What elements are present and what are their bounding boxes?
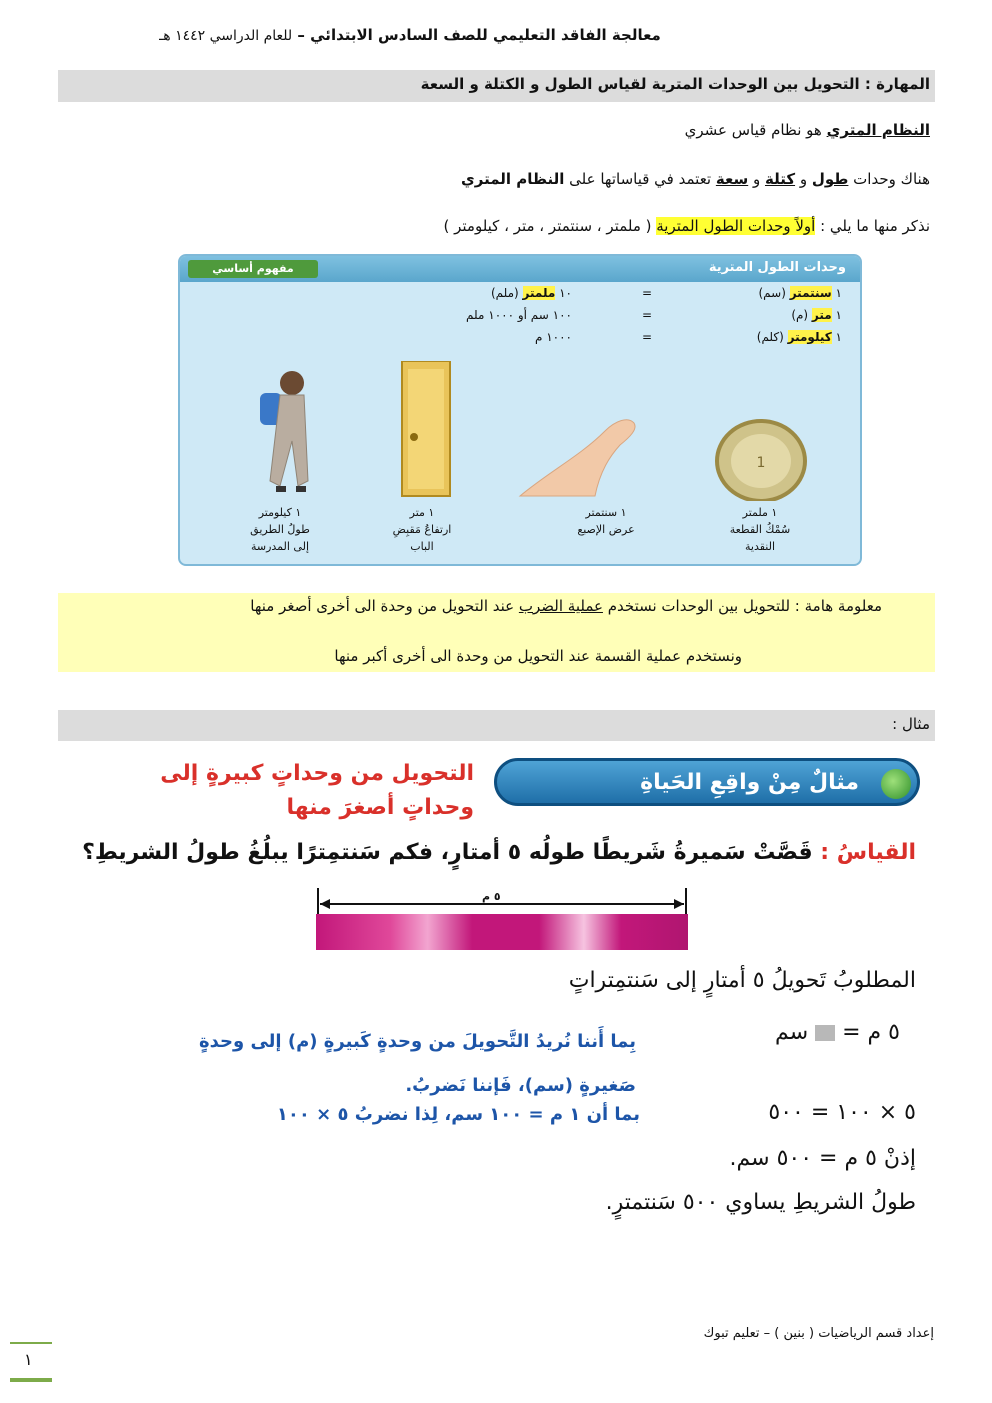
step-2-equation: ٥ × ١٠٠ = ٥٠٠ [768, 1100, 916, 1125]
row-one: ١ [831, 330, 842, 344]
card-row-cm [491, 286, 842, 300]
note-b: عند التحويل من وحدة الى أخرى أصغر منها [250, 597, 519, 615]
row-val-abbr: (ملم) [490, 286, 523, 300]
header-year: للعام الدراسي ١٤٤٢ هـ [159, 28, 293, 44]
example-label: مثال : [892, 715, 930, 733]
length-term: طول [811, 170, 849, 188]
row-eq: = [641, 330, 653, 344]
row-one: ١ [831, 286, 842, 300]
step-1-explanation: بِما أَننا نُريدُ التَّحويلَ من وحدةٍ كَبيرةٍ (م) إلى وحدةٍ صَغيرةٍ (سم)، فَإننا نَضربُ. [199, 1031, 636, 1096]
header-title: معالجة الفاقد التعليمي للصف السادس الابتدائي – [292, 26, 661, 44]
note-line-2: ونستخدم عملية القسمة عند التحويل من وحدة الى أخرى أكبر منها [334, 647, 742, 665]
page-header [60, 26, 760, 44]
card-row-m [466, 308, 842, 322]
row-val-unit: ملمتر [522, 286, 556, 300]
banner-text: مثالٌ مِنْ واقِعِ الحَياةِ [640, 770, 859, 795]
example-bar [58, 710, 935, 741]
problem-statement [82, 840, 916, 865]
step-3-result: إذنْ ٥ م = ٥٠٠ سم. [729, 1146, 916, 1171]
step-2-explanation: بما أن ١ م = ١٠٠ سم، لِذا نضربُ ٥ × ١٠٠ [276, 1104, 640, 1125]
footer-text: إعداد قسم الرياضيات ( بنين ) – تعليم تبوك [703, 1326, 934, 1341]
problem-label: القياسُ : [812, 840, 916, 865]
skill-title: المهارة : التحويل بين الوحدات المترية لقياس الطول و الكتلة و السعة [420, 75, 930, 93]
units-line-b: تعتمد في قياساتها على [564, 170, 716, 188]
door-icon [390, 361, 460, 501]
metric-def: هو نظام قياس عشري [684, 121, 827, 139]
caption-line: ١ سنتمتر [585, 506, 627, 519]
globe-icon [881, 769, 911, 799]
step-1-equation [775, 1020, 900, 1045]
student-icon [240, 361, 330, 511]
ribbon-figure [316, 886, 688, 950]
row-one: ١ [831, 308, 842, 322]
ribbon [316, 914, 688, 950]
caption-line: طولُ الطريق [250, 523, 310, 536]
conversion-title-2: وحداتٍ أصغرَ منها [286, 795, 474, 820]
capacity-term: سعة [715, 170, 749, 188]
metric-definition [685, 121, 930, 139]
example-banner [494, 758, 920, 806]
row-unit: سنتمتر [789, 286, 832, 300]
units-line-a: هناك وحدات [848, 170, 930, 188]
row-val: ١٠ [555, 286, 572, 300]
card-row-km [535, 330, 842, 344]
caption-km [220, 504, 340, 555]
caption-line: ١ كيلومتر [258, 506, 302, 519]
length-units-highlight: أولاً وحدات الطول المترية [656, 217, 816, 235]
row-eq: = [641, 286, 653, 300]
measure-arrow-icon [316, 886, 688, 916]
units-line [461, 170, 930, 188]
caption-line: سُمْكُ القطعة [729, 523, 791, 536]
conversion-title [54, 757, 474, 825]
caption-mm [700, 504, 820, 555]
page-rule-bottom [10, 1378, 52, 1382]
row-abbr: (سم) [758, 286, 790, 300]
svg-text:1: 1 [756, 455, 766, 471]
finger-icon [510, 361, 660, 501]
caption-line: ١ متر [409, 506, 435, 519]
length-units-card [178, 254, 862, 566]
card-badge: مفهوم أساسي [188, 260, 318, 278]
blank-box [815, 1025, 835, 1041]
note-multiply: عملية الضرب [518, 597, 603, 615]
caption-line: النقدية [744, 540, 776, 553]
caption-line: الباب [410, 540, 434, 553]
page-rule-top [10, 1342, 52, 1344]
caption-line: عرض الإصبع [577, 523, 635, 536]
caption-line: ارتفاعُ مَقبِضِ [392, 523, 452, 536]
row-val: ١٠٠٠ م [534, 330, 572, 344]
final-answer: طولُ الشريطِ يساوي ٥٠٠ سَنتمترٍ. [605, 1190, 916, 1215]
row-abbr: (م) [791, 308, 812, 322]
coin-icon [706, 361, 816, 501]
metric-term: النظام المتري [826, 121, 930, 139]
row-eq: = [641, 308, 653, 322]
note-line-1 [250, 597, 882, 615]
row-abbr: (كلم) [756, 330, 788, 344]
required-statement: المطلوبُ تَحويلُ ٥ أمتارٍ إلى سَنتمِتراتٍ [568, 968, 916, 993]
length-units-line [443, 217, 930, 235]
caption-cm [546, 504, 666, 538]
step-1-b: سم [775, 1020, 816, 1045]
ribbon-length-label: ٥ م [482, 890, 501, 903]
note-a: معلومة هامة : للتحويل بين الوحدات نستخدم [602, 597, 882, 615]
caption-line: ١ ملمتر [742, 506, 778, 519]
row-val: ١٠٠ سم أو ١٠٠٠ ملم [466, 308, 572, 322]
step-1-a: ٥ م = [835, 1020, 900, 1045]
length-units-list: ( ملمتر ، سنتمتر ، متر ، كيلومتر ) [443, 217, 657, 235]
conversion-title-1: التحويل من وحداتٍ كبيرةٍ إلى [160, 761, 474, 786]
and-1: و [795, 170, 812, 188]
metric-system-term: النظام المتري [461, 170, 565, 188]
caption-line: إلى المدرسة [250, 540, 310, 553]
card-title: وحدات الطول المترية [708, 260, 846, 275]
length-units-a: نذكر منها ما يلي : [815, 217, 930, 235]
mass-term: كتلة [764, 170, 796, 188]
and-2: و [748, 170, 765, 188]
caption-m [362, 504, 482, 555]
problem-text: قَصَّتْ سَميرةُ شَريطًا طولُه ٥ أمتارٍ، فكم سَنتمِترًا يبلُغُ طولُ الشريطِ؟ [82, 840, 813, 865]
row-unit: كيلومتر [787, 330, 832, 344]
row-unit: متر [811, 308, 832, 322]
page-number: ١ [24, 1350, 33, 1369]
